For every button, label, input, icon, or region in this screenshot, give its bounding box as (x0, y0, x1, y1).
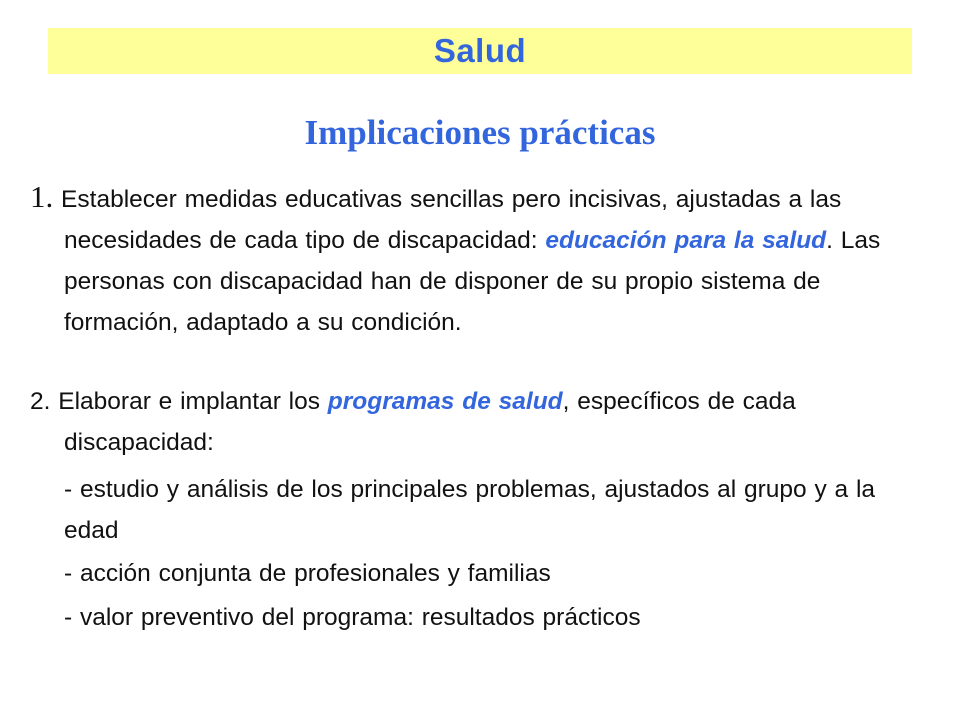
list-item-text: , específicos de cada discapacidad: (64, 388, 796, 456)
list-item-number: 1. (30, 179, 54, 214)
page-title: Salud (433, 32, 527, 69)
sub-item-2: - acción conjunta de profesionales y familias (64, 560, 551, 587)
list-item-number: 2. (30, 388, 51, 415)
section-subtitle: Implicaciones prácticas (304, 113, 656, 152)
list-item-text: . Las personas con discapacidad han de disponer de su propio sistema de formación, adaptado a su condición. (64, 227, 881, 336)
sub-item-1: - estudio y análisis de los principales problemas, ajustados al grupo y a la edad (64, 476, 876, 544)
highlight-text: educación para la salud (545, 227, 827, 254)
list-item-2 (30, 381, 910, 463)
sub-item-3: - valor preventivo del programa: resultados prácticos (64, 604, 641, 631)
list-item-text: Establecer medidas educativas sencillas pero incisivas, ajustadas a las necesidades de cada tipo de discapacidad: (53, 186, 842, 254)
list-item-text: Elaborar e implantar los (50, 388, 328, 415)
highlight-text: programas de salud (327, 388, 563, 415)
title-banner (48, 28, 912, 74)
list-item-1 (30, 176, 910, 343)
